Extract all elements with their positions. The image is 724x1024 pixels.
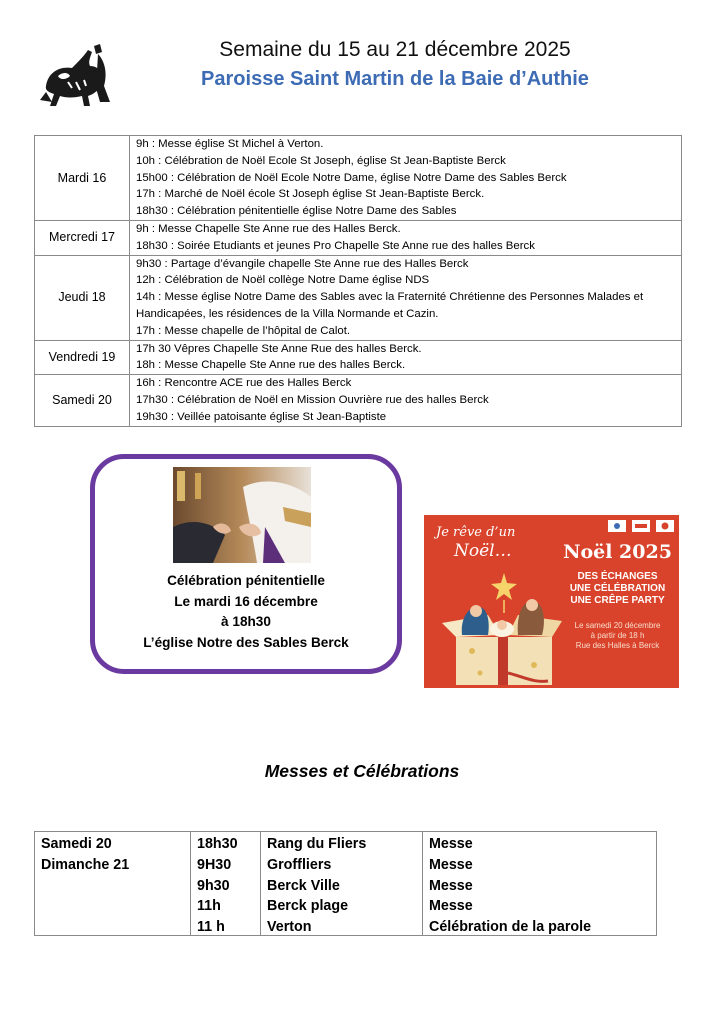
event-item: 9h : Messe Chapelle Ste Anne rue des Halles Berck. [136, 222, 401, 235]
poster-info-line: Le samedi 20 décembre [574, 621, 661, 630]
mass-type: Messe [429, 836, 473, 852]
penitential-celebration-box [90, 454, 402, 674]
poster-title: Noël 2025 [563, 541, 672, 563]
event-item: 17h30 : Célébration de Noël en Mission Ouvrière rue des halles Berck [136, 393, 489, 406]
event-item: 17h : Messe chapelle de l’hôpital de Calot. [136, 324, 351, 337]
mass-type: Messe [429, 898, 473, 915]
penitential-time: à 18h30 [221, 614, 271, 629]
event-item: 12h : Célébration de Noël collège Notre Dame église NDS [136, 274, 430, 287]
event-item: 15h00 : Célébration de Noël Ecole Notre Dame, église Notre Dame des Sables Berck [136, 171, 567, 184]
poster-info-line: à partir de 18 h [590, 631, 645, 640]
poster-program-line: UNE CRÊPE PARTY [570, 595, 665, 606]
masses-day-column [35, 832, 191, 935]
penitential-place: L’église Notre des Sables Berck [143, 634, 349, 650]
event-item: 16h : Rencontre ACE rue des Halles Berck [136, 377, 352, 390]
mass-place: Groffliers [267, 856, 332, 873]
mass-place: Berck plage [267, 898, 349, 915]
table-row [35, 375, 682, 426]
event-item: 9h30 : Partage d’évangile chapelle Ste Anne rue des Halles Berck [136, 257, 469, 270]
event-item: 18h30 : Soirée Etudiants et jeunes Pro Chapelle Ste Anne rue des halles Berck [136, 239, 535, 252]
event-item: 9h : Messe église St Michel à Verton. [136, 138, 324, 150]
event-item: 18h30 : Célébration pénitentielle église Notre Dame des Sables [136, 205, 457, 218]
day-cell: Mercredi 17 [35, 220, 130, 255]
poster-info-line: Rue des Halles à Berck [575, 641, 660, 650]
mass-type: Messe [429, 877, 473, 894]
table-row [35, 255, 682, 340]
masses-table [34, 831, 657, 936]
mass-day: Dimanche 21 [41, 856, 130, 873]
masses-place-column [261, 832, 423, 935]
event-item: 14h : Messe église Notre Dame des Sables avec la Fraternité Chrétienne des Personnes Malades et Handicapées, les résidences de la Villa Normande et Cazin. [136, 291, 644, 320]
mass-time: 9H30 [197, 856, 232, 873]
masses-section-title: Messes et Célébrations [264, 761, 460, 781]
event-item: 17h 30 Vêpres Chapelle Ste Anne Rue des halles Berck. [136, 342, 422, 355]
table-row [35, 136, 682, 221]
penitential-date: Le mardi 16 décembre [174, 593, 318, 609]
weekly-schedule-table [34, 135, 682, 427]
events-cell [130, 136, 682, 221]
poster-tagline-1: Je rêve d’un [436, 525, 516, 540]
penitential-details [95, 571, 397, 653]
table-row [35, 340, 682, 375]
mass-time: 18h30 [197, 836, 238, 852]
day-cell: Mardi 16 [35, 136, 130, 221]
day-cell: Samedi 20 [35, 375, 130, 426]
penitential-title: Célébration pénitentielle [167, 573, 325, 588]
table-row [35, 220, 682, 255]
mass-place: Verton [267, 919, 312, 936]
page-title: Semaine du 15 au 21 décembre 2025 [219, 38, 571, 61]
poster-program [560, 571, 675, 607]
mass-time: 11h [197, 898, 221, 915]
parish-name: Paroisse Saint Martin de la Baie d’Authie [201, 68, 589, 90]
poster-info [560, 621, 675, 651]
events-cell [130, 340, 682, 375]
poster-program-line: UNE CÉLÉBRATION [569, 583, 666, 594]
event-item: 17h : Marché de Noël école St Joseph église St Jean-Baptiste Berck. [136, 188, 485, 201]
event-item: 19h30 : Veillée patoisante église St Jean-Baptiste [136, 410, 387, 423]
events-cell [130, 220, 682, 255]
masses-time-column [191, 832, 261, 935]
events-cell [130, 255, 682, 340]
mass-type: Célébration de la parole [429, 919, 592, 936]
poster-program-line: DES ÉCHANGES [577, 571, 658, 582]
day-cell: Jeudi 18 [35, 255, 130, 340]
events-cell [130, 375, 682, 426]
nativity-gift-illustration [438, 565, 562, 687]
masses-type-column [423, 832, 656, 935]
parish-logo [38, 42, 118, 108]
mass-day: Samedi 20 [41, 836, 112, 852]
mass-time: 11 h [197, 919, 225, 936]
event-item: 18h : Messe Chapelle Ste Anne rue des halles Berck. [136, 359, 406, 372]
day-cell: Vendredi 19 [35, 340, 130, 375]
sponsor-logos [608, 519, 678, 533]
event-item: 10h : Célébration de Noël Ecole St Joseph, église St Jean-Baptiste Berck [136, 154, 506, 167]
poster-tagline-2: Noël… [454, 541, 512, 561]
mass-place: Rang du Fliers [267, 836, 367, 852]
mass-time: 9h30 [197, 877, 230, 894]
noel-2025-poster [424, 515, 679, 688]
mass-type: Messe [429, 856, 473, 873]
mass-place: Berck Ville [267, 877, 340, 894]
confession-photo [173, 467, 311, 563]
